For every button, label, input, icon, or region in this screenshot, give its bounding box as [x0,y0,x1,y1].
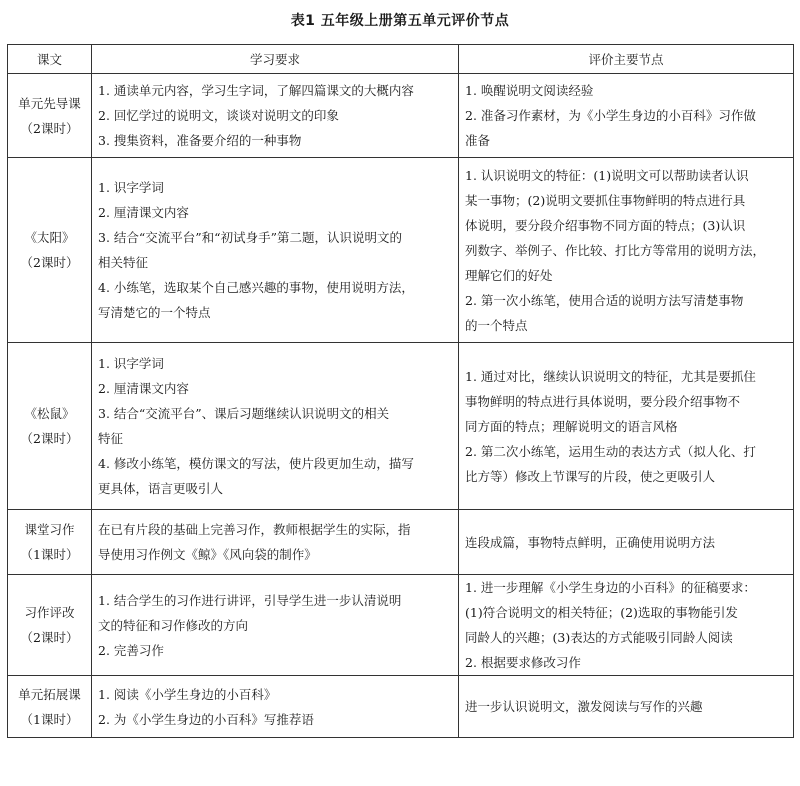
table-row [8,343,794,510]
requirement-line: 3. 搜集资料，准备要介绍的一种事物 [98,133,302,148]
requirements-cell [92,575,459,676]
evaluation-line: (1)符合说明文的相关特征；(2)选取的事物能引发 [465,605,738,620]
course-cell [8,158,92,343]
requirement-line: 3. 结合“交流平台”和“初试身手”第二题，认识说明文的 [98,230,402,245]
evaluation-line: 进一步认识说明文，激发阅读与写作的兴趣 [465,699,703,714]
course-hours: （2课时） [20,255,79,270]
evaluation-line: 2. 第一次小练笔，使用合适的说明方法写清楚事物 [465,292,744,308]
evaluation-line: 同方面的特点；理解说明文的语言风格 [465,418,678,434]
course-hours: （1课时） [20,711,79,727]
course-hours: （2课时） [20,120,79,136]
evaluation-line: 体说明，要分段介绍事物不同方面的特点；(3)认识 [465,217,746,233]
requirements-cell [92,510,459,575]
evaluation-line: 1. 进一步理解《小学生身边的小百科》的征稿要求： [465,580,756,595]
requirement-line: 特征 [98,431,124,446]
evaluation-line: 同龄人的兴趣；(3)表达的方式能吸引同龄人阅读 [465,630,733,645]
header-course: 课文 [8,45,92,74]
evaluation-line: 1. 通过对比，继续认识说明文的特征，尤其是要抓住 [465,368,756,384]
course-cell [8,343,92,510]
evaluation-line: 1. 唤醒说明文阅读经验 [465,83,594,98]
course-name: 课堂习作 [24,522,75,537]
evaluation-line: 某一事物；(2)说明文要抓住事物鲜明的特点进行具 [465,192,746,208]
evaluation-line: 连段成篇，事物特点鲜明，正确使用说明方法 [465,534,716,550]
requirement-line: 1. 结合学生的习作进行讲评，引导学生进一步认清说明 [98,592,402,608]
table-caption: 表1 五年级上册第五单元评价节点 [290,13,510,29]
requirement-line: 2. 厘清课文内容 [98,205,189,220]
evaluation-line: 的一个特点 [465,317,528,333]
requirements-cell [92,343,459,510]
evaluation-line: 理解它们的好处 [465,267,553,283]
evaluation-line: 2. 根据要求修改习作 [465,655,581,670]
course-name: 习作评改 [24,605,75,620]
requirements-cell [92,676,459,738]
evaluation-line: 1. 认识说明文的特征：(1)说明文可以帮助读者认识 [465,167,749,183]
evaluation-line: 列数字、举例子、作比较、打比方等常用的说明方法， [465,242,766,258]
requirement-line: 1. 阅读《小学生身边的小百科》 [98,686,277,702]
course-cell [8,510,92,575]
course-hours: （1课时） [20,547,79,562]
requirement-line: 1. 通读单元内容，学习生字词，了解四篇课文的大概内容 [98,83,414,98]
requirement-line: 在已有片段的基础上完善习作，教师根据学生的实际，指 [98,522,411,537]
evaluation-cell [459,510,794,575]
requirements-cell [92,74,459,158]
requirements-cell [92,158,459,343]
requirement-line: 2. 厘清课文内容 [98,381,189,396]
evaluation-cell [459,575,794,676]
table-row [8,575,794,676]
course-hours: （2课时） [20,431,79,446]
requirement-line: 更具体，语言更吸引人 [98,481,224,496]
requirement-line: 文的特征和习作修改的方向 [98,617,249,633]
requirement-line: 4. 小练笔，选取某个自己感兴趣的事物，使用说明方法， [98,280,414,295]
evaluation-cell [459,676,794,738]
header-requirements: 学习要求 [92,45,459,74]
evaluation-table [7,44,794,738]
evaluation-cell [459,158,794,343]
course-cell [8,575,92,676]
evaluation-line: 2. 第二次小练笔，运用生动的表达方式（拟人化、打 [465,443,756,459]
evaluation-cell [459,74,794,158]
requirement-line: 4. 修改小练笔，模仿课文的写法，使片段更加生动，描写 [98,456,414,471]
evaluation-line: 比方等）修改上节课写的片段，使之更吸引人 [465,468,716,484]
evaluation-cell [459,343,794,510]
requirement-line: 1. 识字学词 [98,180,164,195]
requirement-line: 2. 为《小学生身边的小百科》写推荐语 [98,711,314,727]
header-evaluation: 评价主要节点 [459,45,794,74]
course-hours: （2课时） [20,630,79,645]
requirement-line: 2. 完善习作 [98,642,164,658]
table-row [8,158,794,343]
table-header-row [8,45,794,74]
course-name: 单元先导课 [18,95,81,111]
requirement-line: 1. 识字学词 [98,356,164,371]
requirement-line: 2. 回忆学过的说明文，谈谈对说明文的印象 [98,108,339,123]
requirement-line: 写清楚它的一个特点 [98,305,211,320]
evaluation-line: 2. 准备习作素材，为《小学生身边的小百科》习作做 [465,108,756,123]
course-cell [8,676,92,738]
table-body [8,74,794,738]
requirement-line: 导使用习作例文《鲸》《风向袋的制作》 [98,547,317,562]
table-row [8,510,794,575]
course-cell [8,74,92,158]
course-name: 《松鼠》 [24,406,75,421]
table-row [8,74,794,158]
requirement-line: 3. 结合“交流平台”、课后习题继续认识说明文的相关 [98,406,390,421]
course-name: 单元拓展课 [18,686,81,702]
evaluation-line: 准备 [465,133,491,148]
table-row [8,676,794,738]
evaluation-line: 事物鲜明的特点进行具体说明，要分段介绍事物不 [465,393,741,409]
requirement-line: 相关特征 [98,255,149,270]
course-name: 《太阳》 [24,230,75,245]
